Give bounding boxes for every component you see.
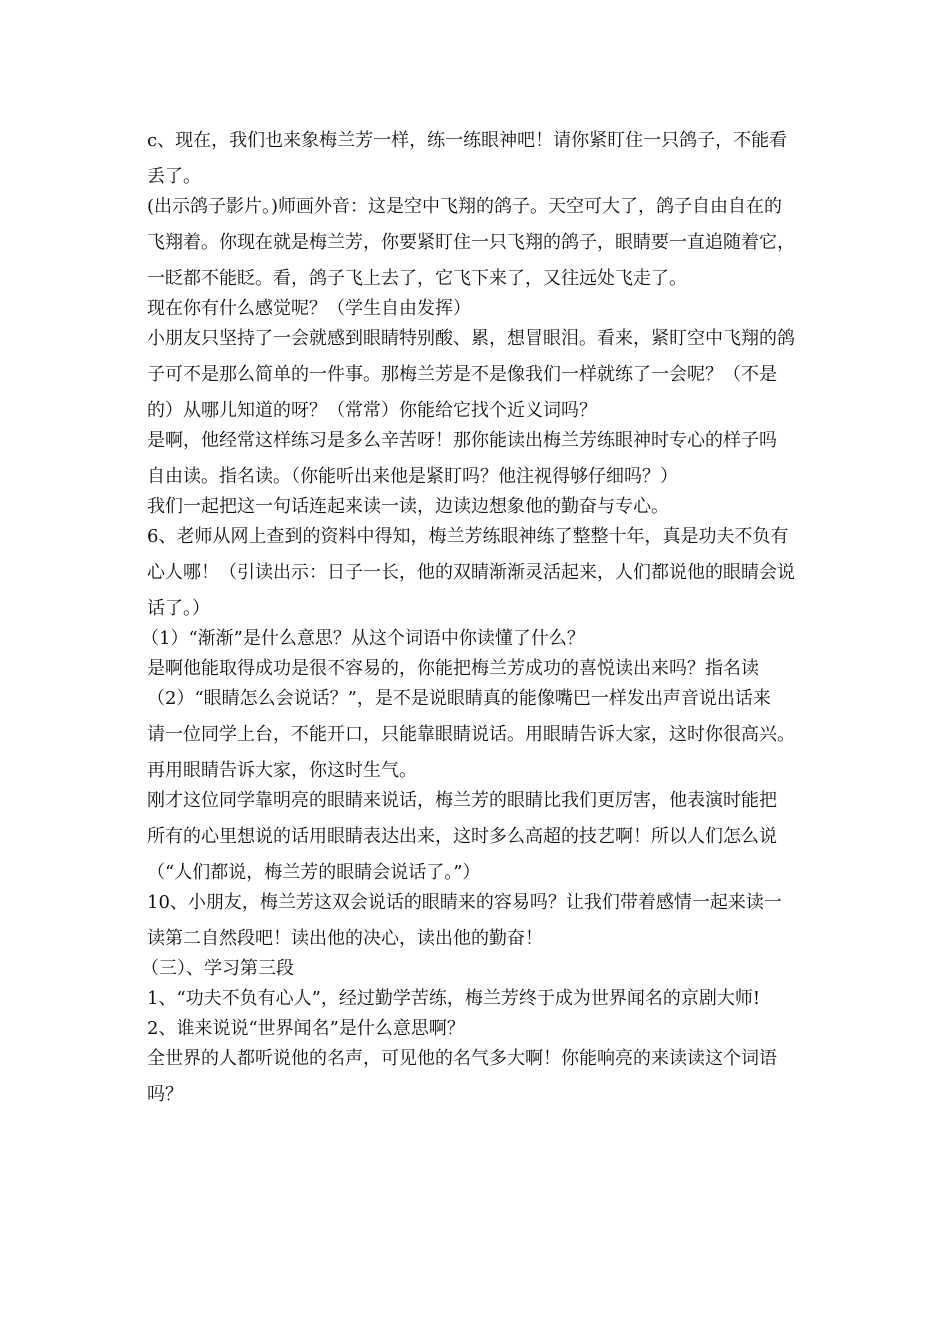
text-line: 子可不是那么简单的一件事。那梅兰芳是不是像我们一样就练了一会呢？（不是: [147, 364, 777, 385]
text-line: 2、谁来说说“世界闻名”是什么意思啊？: [147, 1018, 465, 1039]
text-line: 读第二自然段吧！读出他的决心，读出他的勤奋！: [147, 928, 543, 949]
text-line: 全世界的人都听说他的名声，可见他的名气多大啊！你能响亮的来读读这个词语: [147, 1048, 777, 1069]
text-line: 一眨都不能眨。看，鸽子飞上去了，它飞下来了，又往远处飞走了。: [147, 268, 687, 289]
text-line: 是啊，他经常这样练习是多么辛苦呀！那你能读出梅兰芳练眼神时专心的样子吗: [147, 430, 777, 451]
text-line: 飞翔着。你现在就是梅兰芳，你要紧盯住一只飞翔的鸽子，眼睛要一直追随着它，: [147, 232, 795, 253]
text-line: 心人哪！（引读出示：日子一长，他的双睛渐渐灵活起来，人们都说他的眼睛会说: [147, 562, 795, 583]
text-line: （“人们都说，梅兰芳的眼睛会说话了。”）: [147, 862, 481, 883]
text-line: 请一位同学上台，不能开口，只能靠眼睛说话。用眼睛告诉大家，这时你很高兴。: [147, 724, 795, 745]
text-line: 自由读。指名读。（你能听出来他是紧盯吗？他注视得够仔细吗？）: [147, 466, 678, 487]
text-line: 所有的心里想说的话用眼睛表达出来，这时多么高超的技艺啊！所以人们怎么说: [147, 826, 777, 847]
text-line: 现在你有什么感觉呢？（学生自由发挥）: [147, 298, 471, 319]
text-line: （1）“渐渐”是什么意思？从这个词语中你读懂了什么？: [141, 628, 585, 649]
text-line: （2）“眼睛怎么会说话？”，是不是说眼睛真的能像嘴巴一样发出声音说出话来: [147, 688, 771, 709]
text-line: 小朋友只坚持了一会就感到眼睛特别酸、累，想冒眼泪。看来，紧盯空中飞翔的鸽: [147, 328, 795, 349]
text-line: c、现在，我们也来象梅兰芳一样，练一练眼神吧！请你紧盯住一只鸽子，不能看: [147, 130, 788, 151]
text-line: 1、“功夫不负有心人”，经过勤学苦练，梅兰芳终于成为世界闻名的京剧大师!: [147, 988, 761, 1009]
text-line: 的）从哪儿知道的呀？（常常）你能给它找个近义词吗？: [147, 400, 597, 421]
text-line: 吗？: [147, 1084, 183, 1105]
text-line: 是啊他能取得成功是很不容易的，你能把梅兰芳成功的喜悦读出来吗？指名读: [147, 658, 759, 679]
text-line: 刚才这位同学靠明亮的眼睛来说话，梅兰芳的眼睛比我们更厉害，他表演时能把: [147, 790, 777, 811]
text-line: 6、老师从网上查到的资料中得知，梅兰芳练眼神练了整整十年，真是功夫不负有: [147, 526, 789, 547]
section-heading: （三）、学习第三段: [141, 958, 294, 979]
text-line: 我们一起把这一句话连起来读一读，边读边想象他的勤奋与专心。: [147, 496, 669, 517]
text-line: 话了。）: [147, 598, 210, 619]
text-line: 丢了。: [147, 166, 201, 187]
text-line: 10、小朋友，梅兰芳这双会说话的眼睛来的容易吗？让我们带着感情一起来读一: [147, 892, 782, 913]
document-body: [141, 128, 817, 1112]
text-line: (出示鸽子影片。)师画外音：这是空中飞翔的鸽子。天空可大了，鸽子自由自在的: [147, 196, 783, 217]
text-line: 再用眼睛告诉大家，你这时生气。: [147, 760, 417, 781]
